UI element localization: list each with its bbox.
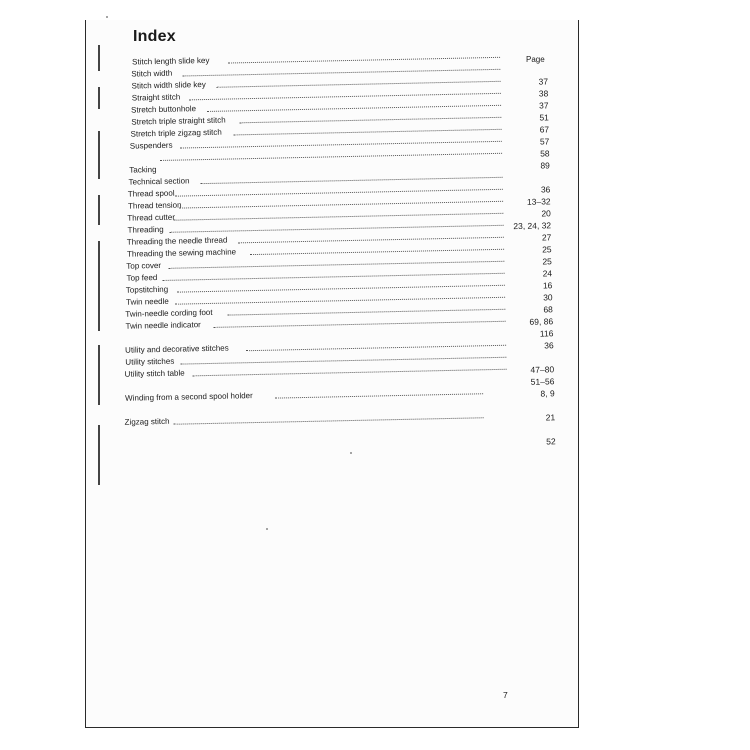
page-ref: 116 bbox=[539, 328, 554, 339]
index-entry: Winding from a second spool holder bbox=[125, 391, 253, 403]
index-entry: Stretch triple zigzag stitch bbox=[130, 127, 222, 139]
index-entry: Threading the sewing machine bbox=[127, 247, 237, 259]
index-entry: Utility stitches bbox=[125, 356, 175, 367]
page-ref: 37 bbox=[538, 76, 549, 87]
index-entry: Zigzag stitch bbox=[124, 416, 170, 427]
page-ref: 51–56 bbox=[530, 376, 555, 387]
page-title: Index bbox=[133, 28, 176, 45]
page-ref: 67 bbox=[539, 124, 550, 135]
page-ref: 89 bbox=[540, 160, 550, 171]
page-ref: 24 bbox=[542, 268, 553, 279]
index-entry: Stretch triple straight stitch bbox=[131, 115, 226, 127]
index-entry: Threading bbox=[127, 224, 164, 235]
page-ref: 20 bbox=[541, 208, 551, 219]
index-entry: Twin needle indicator bbox=[125, 320, 201, 331]
page-ref: 30 bbox=[543, 292, 553, 303]
page-ref: 58 bbox=[540, 148, 550, 159]
index-entry: Stitch length slide key bbox=[131, 55, 210, 67]
index-entry: Tacking bbox=[129, 165, 157, 175]
page-ref: 69, 86 bbox=[529, 316, 554, 327]
page-ref: 27 bbox=[541, 232, 552, 243]
index-entry: Stretch buttonhole bbox=[131, 104, 197, 115]
index-entry: Twin needle bbox=[126, 296, 169, 307]
page-ref: 23, 24, 32 bbox=[513, 220, 552, 232]
index-entry: Technical section bbox=[128, 176, 190, 187]
index-entry: Top cover bbox=[126, 260, 162, 271]
scan-speck bbox=[266, 528, 268, 530]
index-entry: Utility stitch table bbox=[124, 368, 185, 379]
binding-marks bbox=[94, 45, 106, 485]
page-column-header: Page bbox=[526, 55, 545, 64]
page-ref: 21 bbox=[545, 412, 556, 423]
index-entry: Thread cutter bbox=[127, 212, 176, 223]
page-ref: 68 bbox=[543, 304, 553, 315]
page-ref: 38 bbox=[538, 88, 549, 99]
page-ref: 57 bbox=[539, 136, 550, 147]
page-ref: 51 bbox=[539, 112, 549, 123]
index-entry: Top feed bbox=[126, 273, 158, 283]
page-ref: 16 bbox=[542, 280, 553, 291]
page-ref: 37 bbox=[539, 100, 549, 111]
page-ref: 52 bbox=[546, 436, 556, 447]
page-number: 7 bbox=[503, 690, 508, 700]
index-entry: Stitch width bbox=[131, 68, 173, 79]
index-entry: Topstitching bbox=[125, 284, 169, 295]
scan-speck bbox=[350, 452, 352, 454]
index-entry: Suspenders bbox=[129, 140, 173, 151]
page-ref: 36 bbox=[540, 184, 551, 195]
page-ref: 36 bbox=[544, 340, 554, 351]
scan-speck bbox=[106, 16, 108, 18]
index-entry: Twin-needle cording foot bbox=[125, 307, 213, 319]
index-entry: Threading the needle thread bbox=[126, 235, 228, 247]
index-entry: Stitch width slide key bbox=[131, 79, 206, 91]
index-entry: Thread spool bbox=[127, 188, 175, 199]
index-entry: Straight stitch bbox=[131, 92, 181, 103]
page-ref: 25 bbox=[542, 244, 552, 255]
page-ref: 13–32 bbox=[526, 196, 551, 207]
index-entry: Thread tension bbox=[128, 200, 182, 211]
page-ref: 25 bbox=[542, 256, 552, 267]
page-ref: 47–80 bbox=[530, 364, 555, 375]
page-ref: 8, 9 bbox=[540, 388, 555, 399]
index-entry: Utility and decorative stitches bbox=[125, 343, 229, 355]
